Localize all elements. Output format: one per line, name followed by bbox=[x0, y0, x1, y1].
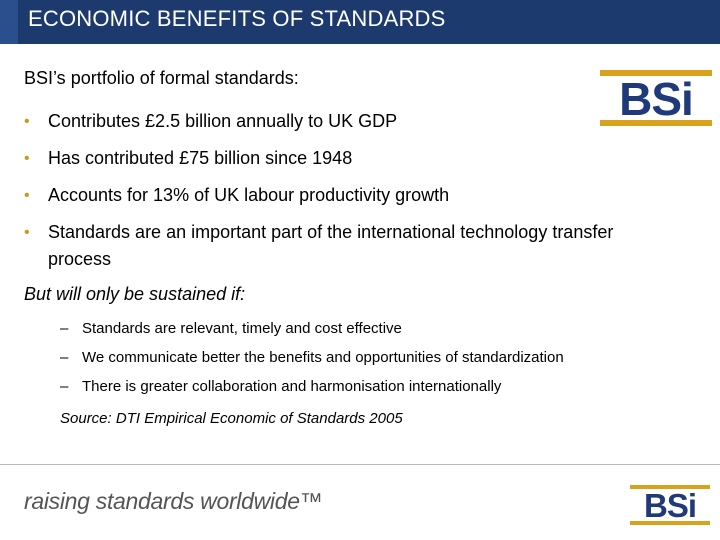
sub-bullet-item bbox=[60, 318, 700, 340]
sub-bullet-item bbox=[60, 347, 700, 369]
bullet-dot-icon: • bbox=[24, 224, 30, 241]
bullet-dot-icon: • bbox=[24, 113, 30, 130]
dash-icon: – bbox=[60, 320, 69, 337]
bullet-item bbox=[24, 219, 674, 273]
bsi-logo-footer bbox=[630, 485, 710, 530]
footer-divider bbox=[0, 464, 720, 465]
bullet-text: Has contributed £75 billion since 1948 bbox=[48, 148, 353, 168]
dash-icon: – bbox=[60, 349, 69, 366]
bullet-item bbox=[24, 145, 674, 172]
slide-title: ECONOMIC BENEFITS OF STANDARDS bbox=[28, 6, 446, 31]
sustain-heading: But will only be sustained if: bbox=[24, 284, 246, 304]
dash-icon: – bbox=[60, 378, 69, 395]
bullet-text: Standards are an important part of the international technology transfer process bbox=[48, 222, 614, 269]
sub-bullet-text: There is greater collaboration and harmonisation internationally bbox=[82, 378, 502, 395]
source-citation: Source: DTI Empirical Economic of Standards 2005 bbox=[60, 410, 403, 427]
bullet-dot-icon: • bbox=[24, 150, 30, 167]
portfolio-heading: BSI’s portfolio of formal standards: bbox=[24, 68, 299, 88]
bullet-item bbox=[24, 182, 674, 209]
bullet-item bbox=[24, 108, 674, 135]
title-bar-accent bbox=[0, 0, 18, 44]
title-bar bbox=[0, 0, 720, 44]
footer-tagline: raising standards worldwide™ bbox=[24, 488, 323, 514]
sub-bullet-text: Standards are relevant, timely and cost effective bbox=[82, 320, 402, 337]
svg-text:BSi: BSi bbox=[619, 73, 693, 125]
sub-bullet-item bbox=[60, 376, 700, 398]
bullet-dot-icon: • bbox=[24, 187, 30, 204]
bullet-text: Accounts for 13% of UK labour productivity growth bbox=[48, 185, 450, 205]
svg-text:BSi: BSi bbox=[643, 487, 697, 524]
sub-bullet-list bbox=[60, 318, 700, 405]
bullet-text: Contributes £2.5 billion annually to UK GDP bbox=[48, 111, 398, 131]
bullet-list bbox=[24, 108, 674, 283]
sub-bullet-text: We communicate better the benefits and opportunities of standardization bbox=[82, 349, 564, 366]
